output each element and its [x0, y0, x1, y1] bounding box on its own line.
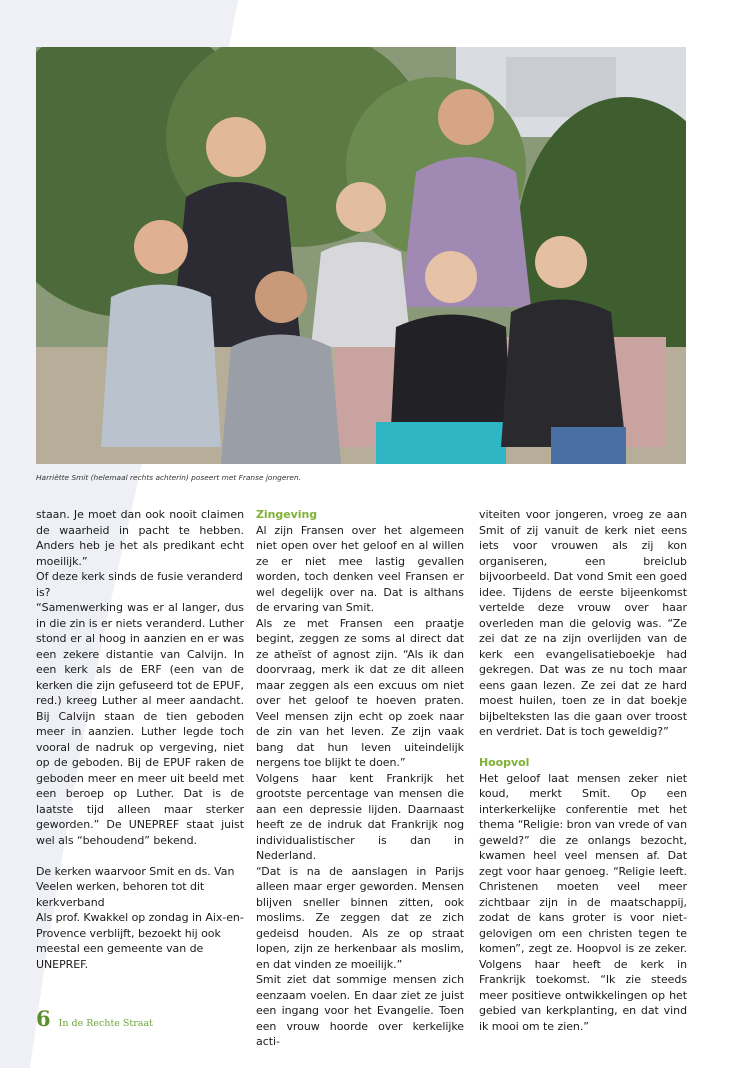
- paragraph: Al zijn Fransen over het algemeen niet open over het geloof en al willen ze er niet mee lastig gevallen worden, toch denken veel Fransen er wel degelijk over na. Dat is althans de ervaring van Smit.: [256, 523, 464, 614]
- paragraph: Als ze met Fransen een praatje begint, zeggen ze soms al direct dat ze atheïst of agnost zijn. “Als ik dan doorvraag, merk ik dat ze dit alleen maar zeggen als een excuus om niet over het geloof te hoeven praten. Veel mensen zijn echt op zoek naar de zin van het leven. Ze zijn vaak bang dat hun leven uiteindelijk nergens toe blijkt te doen.”: [256, 616, 464, 769]
- paragraph: “Samenwerking was er al langer, dus in die zin is er niets veranderd. Luther stond er al hoog in aanzien en er was een zekere distantie van Calvijn. In een kerk als de ERF (een van de kerken die zijn gefuseerd tot de EPUF, red.) kreeg Luther al meer aandacht. Bij Calvijn staan de tien geboden meer in aanzien. Luther legde toch vooral de nadruk op vergeving, niet op de geboden. Bij de EPUF raken de geboden meer en meer uit beeld met een beroep op Luther. Dat is de laatste tijd alleen maar sterker geworden.” De UNEPREF staat juist wel als “behoudend” bekend.: [36, 601, 244, 847]
- paragraph: Of deze kerk sinds de fusie veranderd is?: [36, 570, 243, 599]
- paragraph: “Dat is na de aanslagen in Parijs alleen maar erger geworden. Mensen blijven sneller binnen zitten, ook moslims. Ze zeggen dat ze zich gedeisd houden. Als ze op straat lopen, zijn ze herkenbaar als moslim, en dat vinden ze moeilijk.”: [256, 864, 464, 971]
- section-heading-hoopvol: Hoopvol: [479, 756, 530, 769]
- paragraph: Volgens haar kent Frankrijk het grootste percentage van mensen die aan een depressie lijden. Daarnaast heeft ze de indruk dat Frankrijk nog individualistischer is dan in Nederland.: [256, 771, 464, 862]
- column-3: [479, 507, 687, 1034]
- column-2: [256, 507, 464, 1050]
- paragraph: Smit ziet dat sommige mensen zich eenzaam voelen. En daar ziet ze juist een ingang voor het Evangelie. Toen een vrouw hoorde over kerkelijke acti-: [256, 973, 464, 1048]
- section-heading-zingeving: Zingeving: [256, 508, 318, 521]
- page-footer: [36, 1006, 153, 1031]
- paragraph: staan. Je moet dan ook nooit claimen de waarheid in pacht te hebben. Anders heb je het als predikant echt moeilijk.”: [36, 508, 244, 568]
- paragraph: viteiten voor jongeren, vroeg ze aan Smit of zij vanuit de kerk niet eens iets voor vrouwen als zij kon organiseren, een breiclub bijvoorbeeld. Dat vond Smit een goed idee. Tijdens de eerste bijeenkomst vertelde deze vrouw over haar overleden man die gelovig was. “Ze zei dat ze na zijn overlijden van de kerk een evangelisatieboekje had gekregen. Dat was ze nu toch maar eens gaan lezen. Ze zei dat ze hard moest huilen, toen ze in dat boekje bijbelteksten las die gaan over troost en verdriet. Dat is toch geweldig?”: [479, 508, 687, 738]
- page-number: 6: [36, 1006, 51, 1031]
- paragraph: Het geloof laat mensen zeker niet koud, merkt Smit. Op een interkerkelijke conferentie met het thema “Religie: bron van vrede of van geweld?” die ze onlangs bezocht, kwamen heel veel mensen af. Dat zegt voor haar genoeg. “Religie leeft. Christenen moeten veel meer zichtbaar zijn in de maatschappij, zodat de kans groter is voor niet-gelovigen om een christen tegen te komen”, zegt ze. Hoopvol is ze zeker. Volgens haar heeft de kerk in Frankrijk toekomst. “Ik zie steeds meer positieve ontwikkelingen op het gebied van kerkplanting, en dat vind ik mooi om te zien.”: [479, 771, 687, 1033]
- group-photo: [36, 47, 686, 464]
- photo-caption: Harriëtte Smit (helemaal rechts achterin) poseert met Franse jongeren.: [36, 473, 301, 482]
- column-1: [36, 507, 244, 972]
- magazine-title: In de Rechte Straat: [58, 1018, 153, 1029]
- paragraph: Als prof. Kwakkel op zondag in Aix-en-Provence verblijft, bezoekt hij ook meestal een gemeente van de UNEPREF.: [36, 911, 244, 971]
- paragraph: De kerken waarvoor Smit en ds. Van Veelen werken, behoren tot dit kerkverband: [36, 864, 235, 909]
